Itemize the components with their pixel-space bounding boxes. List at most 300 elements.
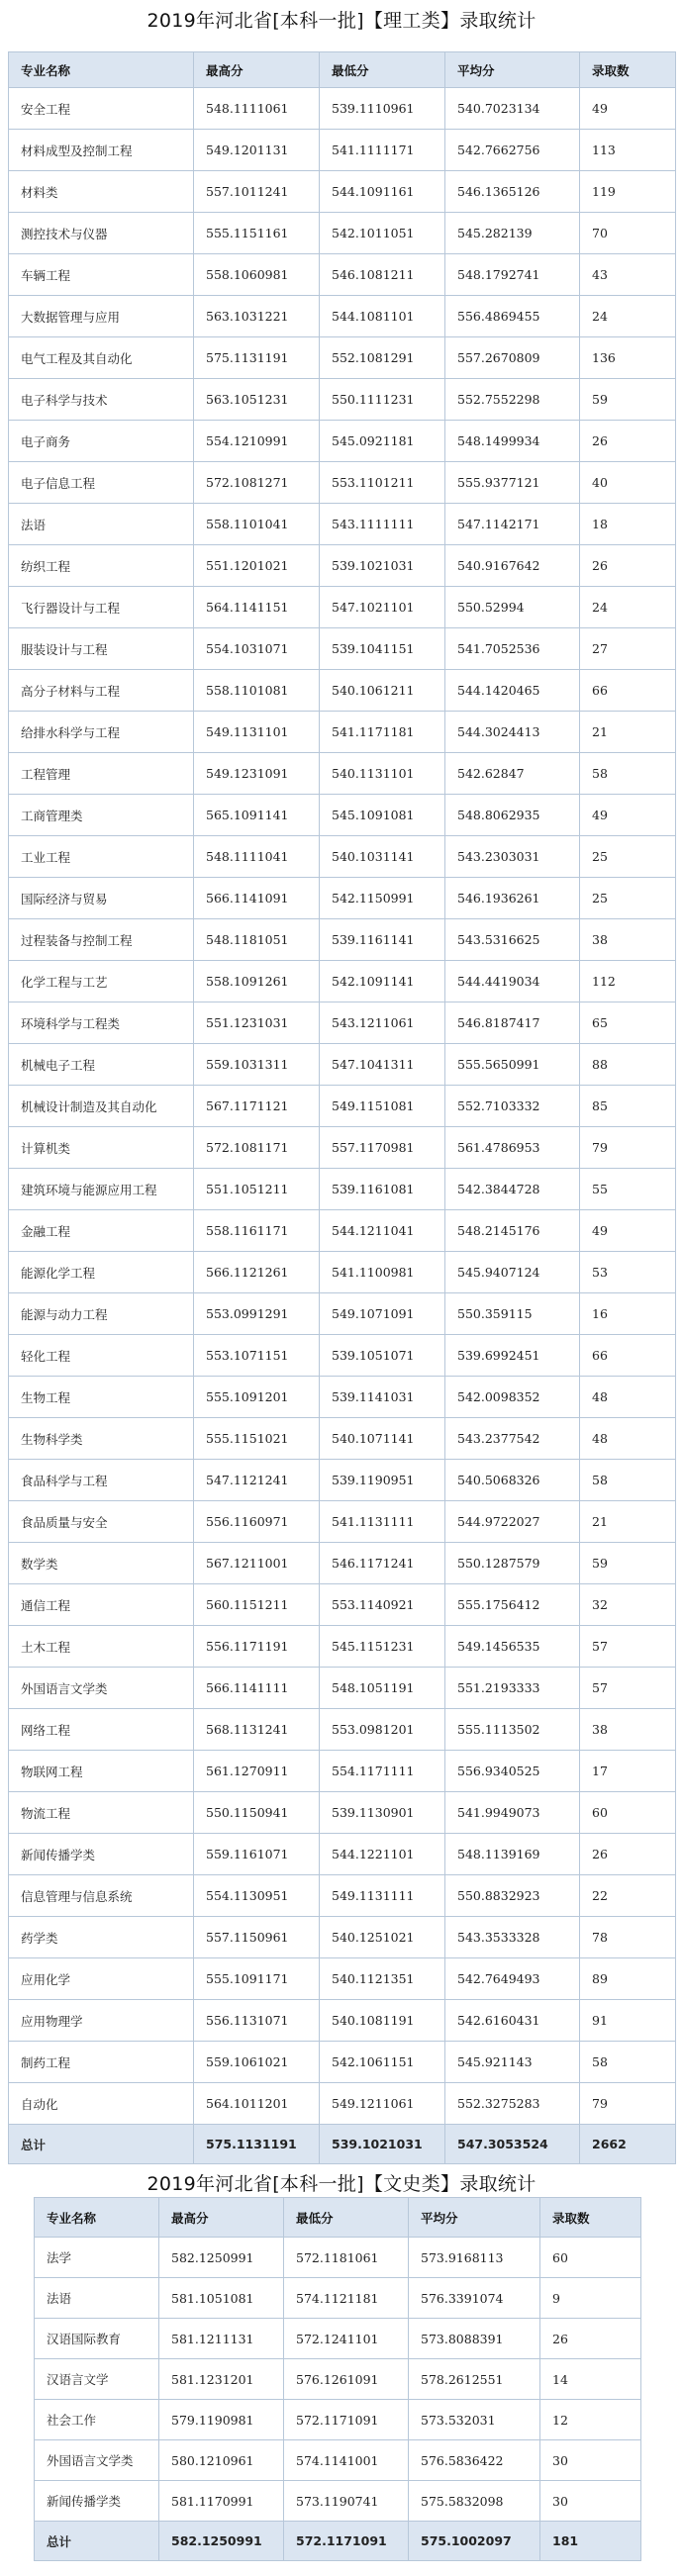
table-row — [9, 1875, 676, 1917]
cell-count: 85 — [580, 1086, 676, 1127]
total-row — [35, 2522, 641, 2561]
cell-major: 能源化学工程 — [9, 1252, 194, 1293]
cell-count: 32 — [580, 1584, 676, 1626]
cell-major: 车辆工程 — [9, 254, 194, 296]
table-row — [9, 1460, 676, 1501]
cell-major: 法学 — [35, 2238, 159, 2278]
cell-max-score: 558.1101081 — [194, 670, 320, 712]
cell-max-score: 581.1051081 — [159, 2278, 284, 2319]
arts-table-title: 2019年河北省[本科一批]【文史类】录取统计 — [146, 2173, 537, 2195]
cell-min-score: 544.1221101 — [320, 1834, 445, 1875]
cell-avg-score: 539.6992451 — [445, 1335, 580, 1377]
cell-major: 金融工程 — [9, 1210, 194, 1252]
cell-min-score: 576.1261091 — [284, 2359, 409, 2400]
cell-max-score: 567.1211001 — [194, 1543, 320, 1584]
table-row — [35, 2238, 641, 2278]
cell-max-score: 556.1171191 — [194, 1626, 320, 1668]
cell-avg-score: 550.8832923 — [445, 1875, 580, 1917]
table-row — [9, 171, 676, 213]
cell-major: 应用化学 — [9, 1958, 194, 2000]
cell-max-score: 568.1131241 — [194, 1709, 320, 1751]
total-min-score: 539.1021031 — [320, 2125, 445, 2164]
table-row — [9, 2083, 676, 2125]
cell-avg-score: 552.7103332 — [445, 1086, 580, 1127]
cell-count: 26 — [580, 1834, 676, 1875]
cell-avg-score: 555.1113502 — [445, 1709, 580, 1751]
table-row — [9, 1792, 676, 1834]
header-max-score: 最高分 — [194, 52, 320, 88]
cell-avg-score: 543.5316625 — [445, 919, 580, 961]
cell-avg-score: 546.8187417 — [445, 1002, 580, 1044]
table-row — [9, 379, 676, 421]
cell-max-score: 553.0991291 — [194, 1293, 320, 1335]
cell-min-score: 552.1081291 — [320, 337, 445, 379]
cell-avg-score: 545.921143 — [445, 2042, 580, 2083]
cell-max-score: 579.1190981 — [159, 2400, 284, 2440]
cell-avg-score: 551.2193333 — [445, 1668, 580, 1709]
cell-max-score: 558.1101041 — [194, 504, 320, 545]
cell-major: 材料成型及控制工程 — [9, 130, 194, 171]
cell-major: 过程装备与控制工程 — [9, 919, 194, 961]
table-row — [9, 587, 676, 628]
cell-avg-score: 573.8088391 — [409, 2319, 540, 2359]
total-max-score: 582.1250991 — [159, 2522, 284, 2561]
cell-max-score: 561.1270911 — [194, 1751, 320, 1792]
cell-major: 应用物理学 — [9, 2000, 194, 2042]
cell-max-score: 560.1151211 — [194, 1584, 320, 1626]
cell-major: 计算机类 — [9, 1127, 194, 1169]
table-row — [9, 1418, 676, 1460]
cell-count: 49 — [580, 1210, 676, 1252]
cell-avg-score: 555.5650991 — [445, 1044, 580, 1086]
cell-min-score: 541.1171181 — [320, 712, 445, 753]
table-row — [35, 2481, 641, 2522]
cell-major: 国际经济与贸易 — [9, 878, 194, 919]
cell-min-score: 572.1181061 — [284, 2238, 409, 2278]
cell-major: 机械电子工程 — [9, 1044, 194, 1086]
table-row — [9, 1543, 676, 1584]
cell-max-score: 581.1170991 — [159, 2481, 284, 2522]
cell-max-score: 559.1031311 — [194, 1044, 320, 1086]
header-count: 录取数 — [580, 52, 676, 88]
cell-min-score: 541.1100981 — [320, 1252, 445, 1293]
cell-avg-score: 556.9340525 — [445, 1751, 580, 1792]
cell-avg-score: 545.282139 — [445, 213, 580, 254]
cell-avg-score: 575.5832098 — [409, 2481, 540, 2522]
cell-count: 27 — [580, 628, 676, 670]
cell-avg-score: 550.359115 — [445, 1293, 580, 1335]
cell-avg-score: 542.7662756 — [445, 130, 580, 171]
cell-count: 60 — [540, 2238, 641, 2278]
cell-count: 59 — [580, 1543, 676, 1584]
total-major: 总计 — [35, 2522, 159, 2561]
cell-min-score: 550.1111231 — [320, 379, 445, 421]
cell-major: 自动化 — [9, 2083, 194, 2125]
cell-min-score: 539.1161141 — [320, 919, 445, 961]
cell-max-score: 551.1051211 — [194, 1169, 320, 1210]
table-row — [9, 1668, 676, 1709]
cell-min-score: 553.1101211 — [320, 462, 445, 504]
cell-max-score: 566.1121261 — [194, 1252, 320, 1293]
cell-avg-score: 561.4786953 — [445, 1127, 580, 1169]
cell-major: 药学类 — [9, 1917, 194, 1958]
table-row — [9, 1584, 676, 1626]
table-row — [9, 878, 676, 919]
total-max-score: 575.1131191 — [194, 2125, 320, 2164]
cell-major: 高分子材料与工程 — [9, 670, 194, 712]
cell-count: 21 — [580, 712, 676, 753]
cell-count: 89 — [580, 1958, 676, 2000]
table-row — [9, 1002, 676, 1044]
total-min-score: 572.1171091 — [284, 2522, 409, 2561]
cell-max-score: 564.1141151 — [194, 587, 320, 628]
cell-min-score: 542.1011051 — [320, 213, 445, 254]
cell-min-score: 539.1041151 — [320, 628, 445, 670]
cell-major: 电子信息工程 — [9, 462, 194, 504]
table-row — [9, 462, 676, 504]
cell-min-score: 539.1110961 — [320, 88, 445, 130]
cell-count: 43 — [580, 254, 676, 296]
cell-max-score: 580.1210961 — [159, 2440, 284, 2481]
cell-major: 能源与动力工程 — [9, 1293, 194, 1335]
cell-avg-score: 544.9722027 — [445, 1501, 580, 1543]
cell-max-score: 551.1201021 — [194, 545, 320, 587]
cell-count: 78 — [580, 1917, 676, 1958]
cell-major: 土木工程 — [9, 1626, 194, 1668]
cell-major: 数学类 — [9, 1543, 194, 1584]
cell-count: 66 — [580, 1335, 676, 1377]
cell-min-score: 572.1241101 — [284, 2319, 409, 2359]
cell-avg-score: 542.3844728 — [445, 1169, 580, 1210]
cell-min-score: 544.1091161 — [320, 171, 445, 213]
cell-min-score: 540.1031141 — [320, 836, 445, 878]
cell-count: 24 — [580, 587, 676, 628]
cell-max-score: 566.1141111 — [194, 1668, 320, 1709]
cell-count: 12 — [540, 2400, 641, 2440]
cell-min-score: 539.1021031 — [320, 545, 445, 587]
table-row — [9, 1210, 676, 1252]
cell-count: 30 — [540, 2440, 641, 2481]
total-avg-score: 547.3053524 — [445, 2125, 580, 2164]
cell-max-score: 554.1031071 — [194, 628, 320, 670]
cell-max-score: 547.1121241 — [194, 1460, 320, 1501]
table-row — [9, 753, 676, 795]
cell-avg-score: 540.5068326 — [445, 1460, 580, 1501]
cell-major: 生物工程 — [9, 1377, 194, 1418]
cell-max-score: 555.1151161 — [194, 213, 320, 254]
total-row — [9, 2125, 676, 2164]
cell-count: 57 — [580, 1626, 676, 1668]
cell-avg-score: 543.3533328 — [445, 1917, 580, 1958]
cell-avg-score: 552.3275283 — [445, 2083, 580, 2125]
cell-min-score: 574.1121181 — [284, 2278, 409, 2319]
cell-max-score: 558.1091261 — [194, 961, 320, 1002]
cell-count: 58 — [580, 753, 676, 795]
cell-max-score: 553.1071151 — [194, 1335, 320, 1377]
table-row — [9, 254, 676, 296]
cell-count: 38 — [580, 1709, 676, 1751]
cell-major: 汉语言文学 — [35, 2359, 159, 2400]
cell-count: 65 — [580, 1002, 676, 1044]
table-header-row — [9, 52, 676, 88]
table-row — [9, 337, 676, 379]
cell-major: 大数据管理与应用 — [9, 296, 194, 337]
cell-major: 工程管理 — [9, 753, 194, 795]
cell-min-score: 544.1211041 — [320, 1210, 445, 1252]
cell-major: 物联网工程 — [9, 1751, 194, 1792]
cell-major: 制药工程 — [9, 2042, 194, 2083]
cell-major: 安全工程 — [9, 88, 194, 130]
cell-avg-score: 578.2612551 — [409, 2359, 540, 2400]
cell-min-score: 542.1061151 — [320, 2042, 445, 2083]
cell-max-score: 572.1081271 — [194, 462, 320, 504]
cell-major: 外国语言文学类 — [35, 2440, 159, 2481]
cell-major: 给排水科学与工程 — [9, 712, 194, 753]
cell-count: 26 — [580, 545, 676, 587]
cell-min-score: 549.1071091 — [320, 1293, 445, 1335]
cell-max-score: 548.1111041 — [194, 836, 320, 878]
cell-max-score: 564.1011201 — [194, 2083, 320, 2125]
table-row — [35, 2319, 641, 2359]
cell-max-score: 556.1160971 — [194, 1501, 320, 1543]
cell-count: 17 — [580, 1751, 676, 1792]
cell-max-score: 566.1141091 — [194, 878, 320, 919]
cell-count: 136 — [580, 337, 676, 379]
cell-avg-score: 555.9377121 — [445, 462, 580, 504]
table-row — [9, 1958, 676, 2000]
cell-max-score: 581.1231201 — [159, 2359, 284, 2400]
cell-max-score: 572.1081171 — [194, 1127, 320, 1169]
cell-avg-score: 545.9407124 — [445, 1252, 580, 1293]
cell-avg-score: 555.1756412 — [445, 1584, 580, 1626]
cell-major: 网络工程 — [9, 1709, 194, 1751]
cell-count: 18 — [580, 504, 676, 545]
cell-count: 55 — [580, 1169, 676, 1210]
cell-max-score: 549.1231091 — [194, 753, 320, 795]
cell-avg-score: 541.7052536 — [445, 628, 580, 670]
cell-major: 纺织工程 — [9, 545, 194, 587]
cell-max-score: 557.1011241 — [194, 171, 320, 213]
cell-count: 60 — [580, 1792, 676, 1834]
cell-max-score: 555.1091171 — [194, 1958, 320, 2000]
cell-major: 材料类 — [9, 171, 194, 213]
table-row — [9, 2000, 676, 2042]
cell-avg-score: 548.1499934 — [445, 421, 580, 462]
cell-min-score: 549.1211061 — [320, 2083, 445, 2125]
cell-min-score: 547.1041311 — [320, 1044, 445, 1086]
cell-count: 59 — [580, 379, 676, 421]
cell-major: 外国语言文学类 — [9, 1668, 194, 1709]
table-row — [9, 2042, 676, 2083]
cell-min-score: 553.1140921 — [320, 1584, 445, 1626]
cell-count: 22 — [580, 1875, 676, 1917]
cell-min-score: 573.1190741 — [284, 2481, 409, 2522]
cell-max-score: 582.1250991 — [159, 2238, 284, 2278]
cell-major: 工业工程 — [9, 836, 194, 878]
cell-major: 通信工程 — [9, 1584, 194, 1626]
cell-max-score: 549.1131101 — [194, 712, 320, 753]
cell-major: 机械设计制造及其自动化 — [9, 1086, 194, 1127]
cell-min-score: 553.0981201 — [320, 1709, 445, 1751]
cell-min-score: 539.1130901 — [320, 1792, 445, 1834]
cell-max-score: 567.1171121 — [194, 1086, 320, 1127]
cell-max-score: 575.1131191 — [194, 337, 320, 379]
cell-max-score: 555.1091201 — [194, 1377, 320, 1418]
table-row — [35, 2359, 641, 2400]
header-major: 专业名称 — [35, 2198, 159, 2238]
cell-max-score: 558.1060981 — [194, 254, 320, 296]
cell-count: 79 — [580, 2083, 676, 2125]
cell-min-score: 539.1141031 — [320, 1377, 445, 1418]
cell-avg-score: 542.62847 — [445, 753, 580, 795]
cell-major: 服装设计与工程 — [9, 628, 194, 670]
cell-avg-score: 548.2145176 — [445, 1210, 580, 1252]
cell-major: 飞行器设计与工程 — [9, 587, 194, 628]
cell-min-score: 554.1171111 — [320, 1751, 445, 1792]
cell-min-score: 545.1151231 — [320, 1626, 445, 1668]
cell-count: 25 — [580, 878, 676, 919]
cell-min-score: 546.1171241 — [320, 1543, 445, 1584]
header-min-score: 最低分 — [284, 2198, 409, 2238]
table-row — [9, 628, 676, 670]
cell-max-score: 581.1211131 — [159, 2319, 284, 2359]
cell-count: 24 — [580, 296, 676, 337]
table-row — [9, 1751, 676, 1792]
cell-min-score: 540.1061211 — [320, 670, 445, 712]
table-row — [9, 670, 676, 712]
table-row — [35, 2440, 641, 2481]
cell-max-score: 563.1031221 — [194, 296, 320, 337]
cell-min-score: 544.1081101 — [320, 296, 445, 337]
cell-count: 70 — [580, 213, 676, 254]
table-row — [9, 1917, 676, 1958]
cell-avg-score: 546.1936261 — [445, 878, 580, 919]
cell-major: 食品科学与工程 — [9, 1460, 194, 1501]
cell-avg-score: 543.2303031 — [445, 836, 580, 878]
cell-major: 社会工作 — [35, 2400, 159, 2440]
table-row — [9, 712, 676, 753]
table-row — [9, 836, 676, 878]
cell-min-score: 539.1161081 — [320, 1169, 445, 1210]
cell-avg-score: 542.0098352 — [445, 1377, 580, 1418]
cell-avg-score: 548.1139169 — [445, 1834, 580, 1875]
table-row — [35, 2400, 641, 2440]
cell-count: 9 — [540, 2278, 641, 2319]
cell-max-score: 558.1161171 — [194, 1210, 320, 1252]
cell-major: 物流工程 — [9, 1792, 194, 1834]
cell-avg-score: 544.4419034 — [445, 961, 580, 1002]
cell-avg-score: 576.3391074 — [409, 2278, 540, 2319]
cell-major: 汉语国际教育 — [35, 2319, 159, 2359]
cell-major: 电子商务 — [9, 421, 194, 462]
table-row — [9, 88, 676, 130]
cell-avg-score: 573.532031 — [409, 2400, 540, 2440]
total-major: 总计 — [9, 2125, 194, 2164]
cell-count: 49 — [580, 795, 676, 836]
cell-avg-score: 552.7552298 — [445, 379, 580, 421]
cell-max-score: 554.1130951 — [194, 1875, 320, 1917]
cell-max-score: 557.1150961 — [194, 1917, 320, 1958]
cell-count: 14 — [540, 2359, 641, 2400]
header-major: 专业名称 — [9, 52, 194, 88]
cell-min-score: 548.1051191 — [320, 1668, 445, 1709]
table-row — [9, 1127, 676, 1169]
cell-min-score: 547.1021101 — [320, 587, 445, 628]
cell-count: 79 — [580, 1127, 676, 1169]
cell-count: 40 — [580, 462, 676, 504]
cell-avg-score: 548.8062935 — [445, 795, 580, 836]
cell-major: 测控技术与仪器 — [9, 213, 194, 254]
cell-major: 电气工程及其自动化 — [9, 337, 194, 379]
cell-min-score: 542.1150991 — [320, 878, 445, 919]
table-row — [9, 504, 676, 545]
cell-count: 49 — [580, 88, 676, 130]
cell-avg-score: 542.6160431 — [445, 2000, 580, 2042]
cell-max-score: 549.1201131 — [194, 130, 320, 171]
cell-count: 57 — [580, 1668, 676, 1709]
cell-min-score: 574.1141001 — [284, 2440, 409, 2481]
cell-min-score: 543.1111111 — [320, 504, 445, 545]
cell-max-score: 555.1151021 — [194, 1418, 320, 1460]
table-row — [9, 213, 676, 254]
cell-major: 信息管理与信息系统 — [9, 1875, 194, 1917]
table-row — [9, 296, 676, 337]
cell-count: 25 — [580, 836, 676, 878]
cell-avg-score: 557.2670809 — [445, 337, 580, 379]
cell-major: 化学工程与工艺 — [9, 961, 194, 1002]
cell-min-score: 549.1151081 — [320, 1086, 445, 1127]
cell-major: 新闻传播学类 — [9, 1834, 194, 1875]
cell-max-score: 551.1231031 — [194, 1002, 320, 1044]
table-row — [9, 1626, 676, 1668]
cell-min-score: 572.1171091 — [284, 2400, 409, 2440]
header-count: 录取数 — [540, 2198, 641, 2238]
cell-min-score: 540.1131101 — [320, 753, 445, 795]
cell-avg-score: 544.3024413 — [445, 712, 580, 753]
cell-max-score: 548.1181051 — [194, 919, 320, 961]
cell-count: 48 — [580, 1418, 676, 1460]
header-max-score: 最高分 — [159, 2198, 284, 2238]
cell-avg-score: 549.1456535 — [445, 1626, 580, 1668]
table-row — [9, 1377, 676, 1418]
cell-avg-score: 546.1365126 — [445, 171, 580, 213]
header-min-score: 最低分 — [320, 52, 445, 88]
cell-avg-score: 550.52994 — [445, 587, 580, 628]
cell-major: 新闻传播学类 — [35, 2481, 159, 2522]
table-row — [9, 1501, 676, 1543]
cell-count: 16 — [580, 1293, 676, 1335]
total-count: 2662 — [580, 2125, 676, 2164]
cell-max-score: 563.1051231 — [194, 379, 320, 421]
cell-max-score: 554.1210991 — [194, 421, 320, 462]
table-row — [9, 1044, 676, 1086]
cell-major: 生物科学类 — [9, 1418, 194, 1460]
cell-min-score: 540.1081191 — [320, 2000, 445, 2042]
cell-count: 58 — [580, 1460, 676, 1501]
table-row — [9, 1335, 676, 1377]
cell-max-score: 559.1161071 — [194, 1834, 320, 1875]
cell-avg-score: 542.7649493 — [445, 1958, 580, 2000]
cell-min-score: 541.1131111 — [320, 1501, 445, 1543]
cell-major: 法语 — [35, 2278, 159, 2319]
cell-major: 法语 — [9, 504, 194, 545]
cell-count: 91 — [580, 2000, 676, 2042]
cell-major: 建筑环境与能源应用工程 — [9, 1169, 194, 1210]
header-avg-score: 平均分 — [409, 2198, 540, 2238]
cell-avg-score: 540.9167642 — [445, 545, 580, 587]
cell-major: 轻化工程 — [9, 1335, 194, 1377]
header-avg-score: 平均分 — [445, 52, 580, 88]
